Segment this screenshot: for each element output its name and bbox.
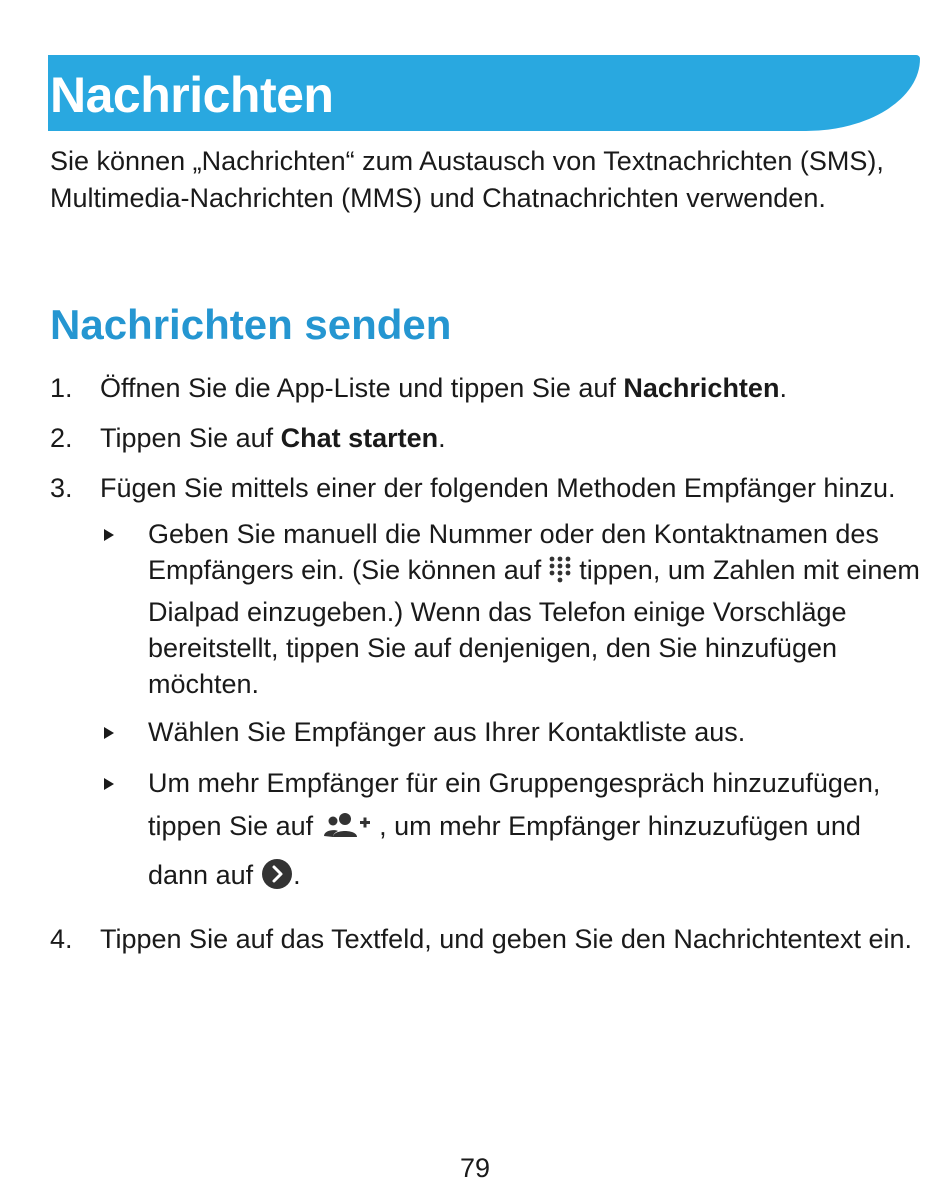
- intro-paragraph: Sie können „Nachrichten“ zum Austausch von Textnachrichten (SMS), Multimedia-Nachrichten (MMS) und Chatnachrichten verwenden.: [50, 146, 884, 213]
- bullet-text: Wählen Sie Empfänger aus Ihrer Kontaktliste aus.: [148, 717, 746, 747]
- dialpad-icon: [549, 555, 571, 594]
- bullet-text: Um mehr Empfänger für ein Gruppengespräch hinzuzufügen, tippen Sie auf: [148, 768, 881, 841]
- step-text: Tippen Sie auf das Textfeld, und geben Sie den Nachrichtentext ein.: [100, 924, 913, 954]
- method-bullets: [100, 516, 920, 903]
- step-number: 2.: [50, 423, 73, 453]
- step-number: 3.: [50, 473, 73, 503]
- bullet-arrow-icon: [104, 778, 114, 790]
- bullet-arrow-icon: [104, 727, 114, 739]
- bullet-text-end: .: [293, 860, 301, 890]
- bullet-text: Geben Sie manuell die Nummer oder den Kontaktnamen des Empfängers ein. (Sie können auf: [148, 519, 879, 585]
- bullet-group-chat: [100, 762, 920, 903]
- step-3: [50, 470, 920, 903]
- steps-list: [50, 370, 920, 957]
- bullet-arrow-icon: [104, 529, 114, 541]
- step-text: Fügen Sie mittels einer der folgenden Methoden Empfänger hinzu.: [100, 473, 896, 503]
- step-emphasis: Chat starten: [280, 423, 439, 453]
- chevron-right-circle-icon: [261, 858, 293, 903]
- step-text: Öffnen Sie die App-Liste und tippen Sie auf: [100, 373, 624, 403]
- page-number: 79: [459, 1153, 491, 1183]
- page-title: Nachrichten: [50, 67, 334, 123]
- bullet-text-end: tippen, um Zahlen mit einem Dialpad einzugeben.) Wenn das Telefon einige Vorschläge bereitstellt, tippen Sie auf denjenigen, den Sie hinzufügen möchten.: [148, 555, 920, 699]
- step-2: [50, 420, 920, 456]
- bullet-manual-entry: [100, 516, 920, 702]
- step-1: [50, 370, 920, 406]
- section-heading: Nachrichten senden: [50, 301, 452, 348]
- step-number: 1.: [50, 373, 73, 403]
- group-add-icon: [321, 811, 371, 854]
- step-emphasis: Nachrichten: [623, 373, 780, 403]
- step-text: Tippen Sie auf: [100, 423, 281, 453]
- step-text-end: .: [779, 373, 787, 403]
- step-text-end: .: [438, 423, 446, 453]
- bullet-text-mid: , um mehr Empfänger hinzuzufügen und dann auf: [148, 811, 861, 890]
- step-4: [50, 921, 920, 957]
- step-number: 4.: [50, 924, 73, 954]
- bullet-contact-list: [100, 714, 920, 750]
